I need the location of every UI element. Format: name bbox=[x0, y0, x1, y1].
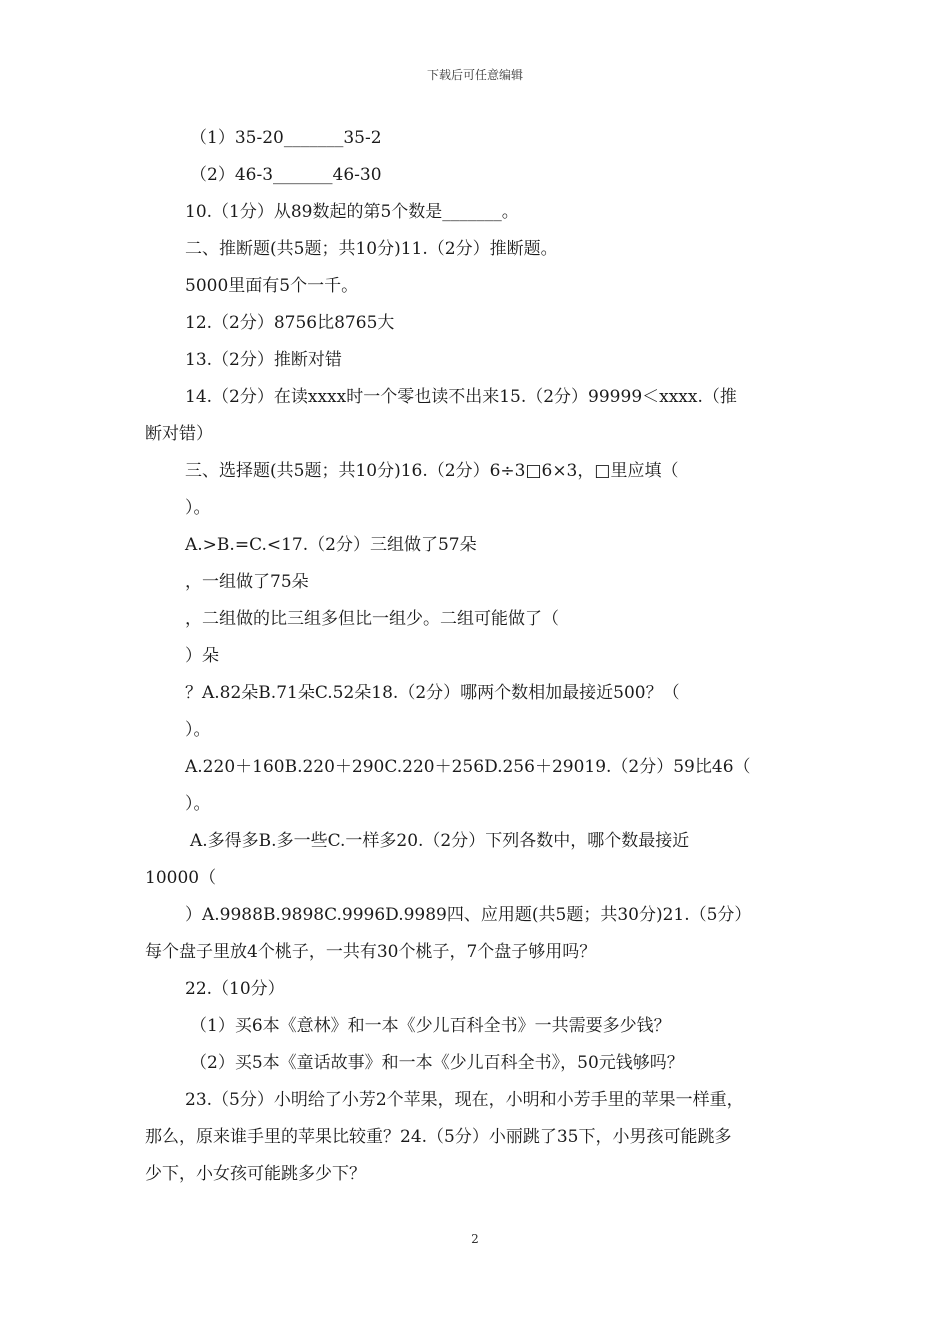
text-line: A.220＋160B.220＋290C.220＋256D.256＋29019.（2分）59比46（ bbox=[185, 757, 751, 777]
text-line: 23.（5分）小明给了小芳2个苹果，现在，小明和小芳手里的苹果一样重， bbox=[185, 1090, 744, 1110]
text-line: 10.（1分）从89数起的第5个数是_______。 bbox=[185, 202, 519, 222]
text-line: 断对错） bbox=[145, 424, 213, 444]
text-line: 少下，小女孩可能跳多少下？ bbox=[145, 1164, 366, 1184]
text-line: ）朵 bbox=[185, 646, 219, 666]
text-line: 13.（2分）推断对错 bbox=[185, 350, 342, 370]
text-line: ，二组做的比三组多但比一组少。二组可能做了（ bbox=[185, 609, 559, 629]
page-number: 2 bbox=[471, 1232, 479, 1246]
text-line: ）。 bbox=[185, 794, 211, 814]
text-line: ）。 bbox=[185, 498, 211, 518]
text-line: 那么，原来谁手里的苹果比较重？24.（5分）小丽跳了35下，小男孩可能跳多 bbox=[145, 1127, 732, 1147]
text-line: 22.（10分） bbox=[185, 979, 285, 999]
text-line: 10000（ bbox=[145, 868, 217, 888]
text-line: （1）35-20_______35-2 bbox=[190, 128, 382, 148]
text-line: （2）46-3_______46-30 bbox=[190, 165, 382, 185]
text-line: ）A.9988B.9898C.9996D.9989四、应用题(共5题；共30分)21.（5分） bbox=[185, 905, 752, 925]
text-line: 5000里面有5个一千。 bbox=[185, 276, 359, 296]
text-line: （1）买6本《意林》和一本《少儿百科全书》一共需要多少钱？ bbox=[190, 1016, 671, 1036]
text-line: 14.（2分）在读xxxx时一个零也读不出来15.（2分）99999＜xxxx.（推 bbox=[185, 387, 737, 407]
text-line: ？A.82朵B.71朵C.52朵18.（2分）哪两个数相加最接近500？（ bbox=[185, 683, 680, 703]
text-line: A.多得多B.多一些C.一样多20.（2分）下列各数中，哪个数最接近 bbox=[190, 831, 690, 851]
text-line: （2）买5本《童话故事》和一本《少儿百科全书》，50元钱够吗？ bbox=[190, 1053, 684, 1073]
document-body bbox=[145, 120, 810, 1193]
text-line: ）。 bbox=[185, 720, 211, 740]
text-line: ，一组做了75朵 bbox=[185, 572, 309, 592]
text-line: 12.（2分）8756比8765大 bbox=[185, 313, 395, 333]
text-line: A.>B.=C.<17.（2分）三组做了57朵 bbox=[185, 535, 477, 555]
text-line: 每个盘子里放4个桃子，一共有30个桃子，7个盘子够用吗？ bbox=[145, 942, 597, 962]
page-header: 下载后可任意编辑 bbox=[426, 68, 523, 82]
text-line: 三、选择题(共5题；共10分)16.（2分）6÷3□6×3，□里应填（ bbox=[185, 461, 679, 481]
text-line: 二、推断题(共5题；共10分)11.（2分）推断题。 bbox=[185, 239, 558, 259]
